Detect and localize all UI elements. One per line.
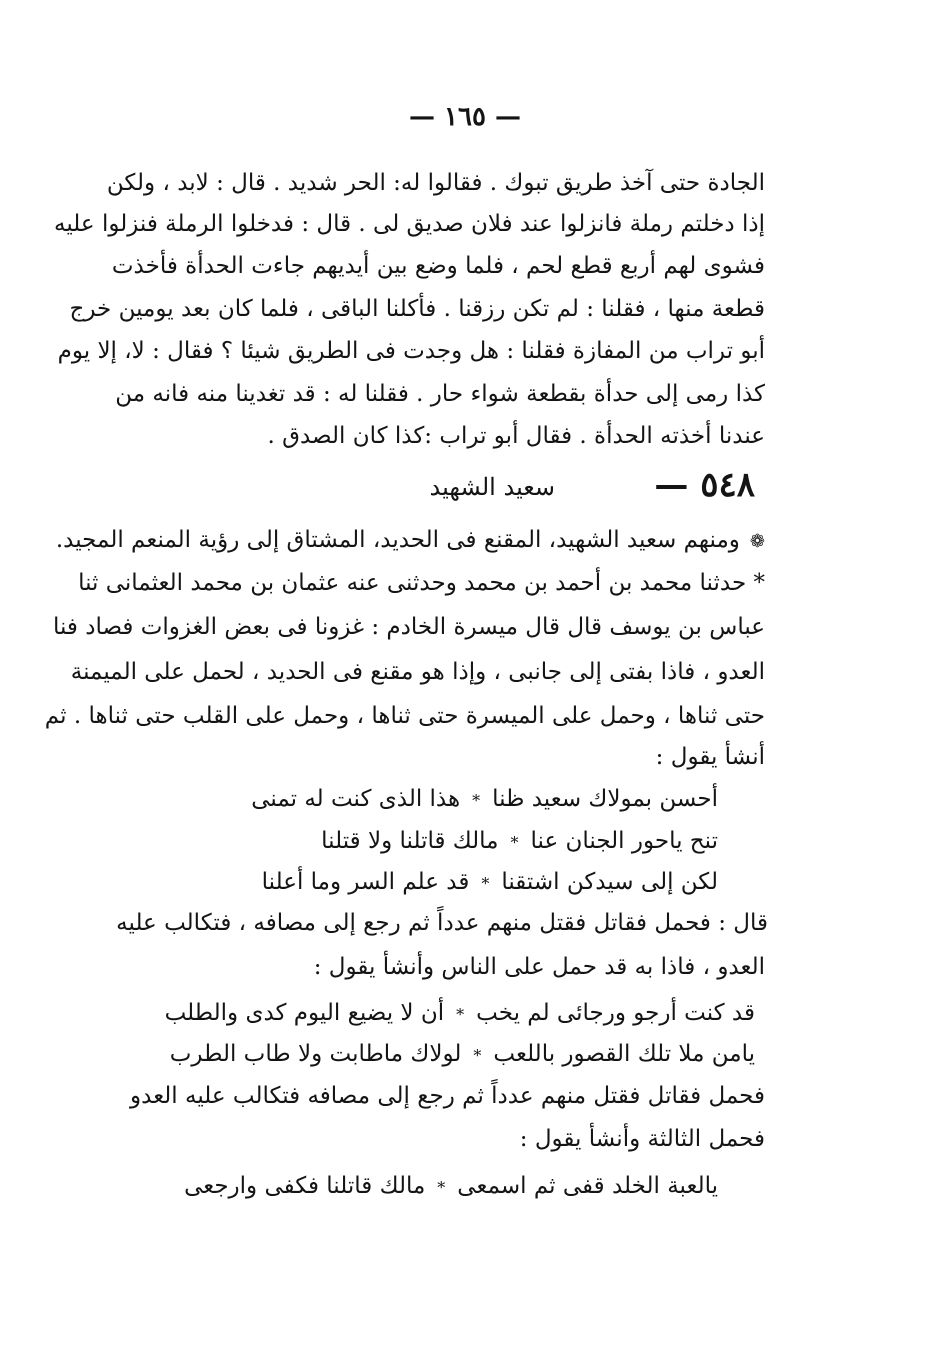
- page-number: — ١٦٥ —: [408, 102, 522, 132]
- verse-separator: *: [510, 833, 519, 852]
- poem-verse: [170, 1039, 755, 1071]
- verse-first-hemistich: أحسن بمولاك سعيد ظنا: [492, 786, 718, 812]
- text-line: العدو ، فاذا به قد حمل على الناس وأنشأ يقول :: [313, 954, 765, 980]
- text-line: العدو ، فاذا بفتى إلى جانبى ، وإذا هو مقنع فى الحديد ، لحمل على الميمنة: [70, 659, 765, 685]
- verse-first-hemistich: يالعبة الخلد قفى ثم اسمعى: [457, 1173, 718, 1199]
- text-line: كذا رمى إلى حدأة بقطعة شواء حار . فقلنا له : قد تغدينا منه فانه من: [115, 381, 765, 407]
- text-line: [55, 525, 765, 557]
- text-line: فحمل الثالثة وأنشأ يقول :: [519, 1126, 765, 1152]
- text-line: عندنا أخذته الحدأة . فقال أبو تراب :كذا كان الصدق .: [267, 423, 765, 449]
- text-line: قطعة منها ، فقلنا : لم تكن رزقنا . فأكلنا الباقى ، فلما كان بعد يومين خرج: [69, 296, 765, 322]
- verse-separator: *: [437, 1178, 446, 1197]
- verse-separator: *: [456, 1005, 465, 1024]
- section-title: سعيد الشهيد: [429, 473, 555, 501]
- text-line: عباس بن يوسف قال قال ميسرة الخادم : غزونا فى بعض الغزوات فصاد فنا: [52, 614, 765, 640]
- verse-second-hemistich: لولاك ماطابت ولا طاب الطرب: [169, 1041, 462, 1067]
- text-line: أنشأ يقول :: [655, 744, 765, 770]
- text-line: * حدثنا محمد بن أحمد بن محمد وحدثنى عنه عثمان بن محمد العثمانى ثنا: [78, 570, 765, 596]
- verse-first-hemistich: يامن ملا تلك القصور باللعب: [493, 1041, 755, 1067]
- verse-second-hemistich: أن لا يضيع اليوم كدى والطلب: [164, 1000, 445, 1026]
- flower-ornament-icon: ❁: [749, 531, 765, 552]
- text-line: قال : فحمل فقاتل فقتل منهم عدداً ثم رجع إلى مصافه ، فتكالب عليه: [116, 910, 768, 936]
- poem-verse: [251, 784, 718, 816]
- verse-second-hemistich: مالك قاتلنا فكفى وارجعى: [184, 1173, 426, 1199]
- verse-first-hemistich: لكن إلى سيدكن اشتقنا: [501, 869, 718, 895]
- text-line: فحمل فقاتل فقتل منهم عدداً ثم رجع إلى مصافه فتكالب عليه العدو: [130, 1083, 765, 1109]
- poem-verse: [184, 1171, 718, 1203]
- verse-second-hemistich: مالك قاتلنا ولا قتلنا: [321, 828, 499, 854]
- verse-separator: *: [472, 791, 481, 810]
- text-line: أبو تراب من المفازة فقلنا : هل وجدت فى الطريق شيئا ؟ فقال : لا، إلا يوم: [57, 338, 765, 364]
- verse-first-hemistich: تنح ياحور الجنان عنا: [530, 828, 718, 854]
- verse-separator: *: [481, 874, 490, 893]
- text-line: الجادة حتى آخذ طريق تبوك . فقالوا له: الحر شديد . قال : لابد ، ولكن: [106, 170, 765, 196]
- section-number: ٥٤٨ —: [654, 465, 755, 505]
- text-line: حتى ثناها ، وحمل على الميسرة حتى ثناها ، وحمل على القلب حتى ثناها . ثم: [44, 703, 765, 729]
- text-line-content: ومنهم سعيد الشهيد، المقنع فى الحديد، المشتاق إلى رؤية المنعم المجيد.: [55, 527, 740, 553]
- text-line: إذا دخلتم رملة فانزلوا عند فلان صديق لى . قال : فدخلوا الرملة فنزلوا عليه: [54, 211, 765, 237]
- verse-second-hemistich: هذا الذى كنت له تمنى: [251, 786, 461, 812]
- poem-verse: [165, 998, 755, 1030]
- poem-verse: [262, 867, 718, 899]
- section-heading: [0, 465, 930, 505]
- verse-separator: *: [473, 1046, 482, 1065]
- text-line: فشوى لهم أربع قطع لحم ، فلما وضع بين أيديهم جاءت الحدأة فأخذت: [111, 253, 765, 279]
- verse-first-hemistich: قد كنت أرجو ورجائى لم يخب: [476, 1000, 755, 1026]
- poem-verse: [321, 826, 718, 858]
- verse-second-hemistich: قد علم السر وما أعلنا: [261, 869, 470, 895]
